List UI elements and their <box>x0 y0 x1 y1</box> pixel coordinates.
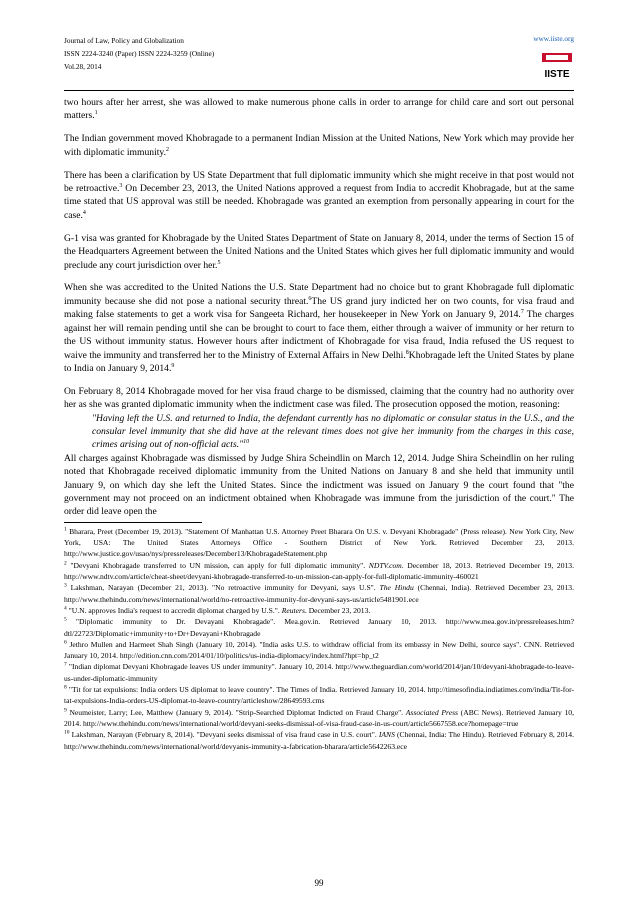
footnote: $^6$ Jethro Mullen and Harmeet Shah Singh (January 10, 2014). "India asks U.S. to withdraw official from its embassy in New Delhi, source says". CNN. Retrieved January 10, 2014. http://edition.cnn.com/2014/01/10/politics/us-india-diplomacy/index.html?hpt=hp_t2 <box>64 639 574 661</box>
footnote: $^2$ "Devyani Khobragade transferred to UN mission, can apply for full diplomatic immunity". NDTV.com. December 18, 2013. Retrieved December 19, 2013. http://www.ndtv.com/article/cheat-sheet/devyani-khobragade-transferred-to-un-mission-can-apply-for-full-diplomatic-immunity-460021 <box>64 560 574 582</box>
footnote-ref[interactable]: 4 <box>82 209 86 216</box>
paragraph: All charges against Khobragade was dismissed by Judge Shira Scheindlin on March 12, 2014. Judge Shira Scheindlin on her ruling noted that Khobragade received diplomatic immunity from the United Nations on January 8 and she held that immunity until January 9, on which day she left the United States. Since the indictment was issued on January 9 the court found that "the government may not proceed on an indictment obtained when Khobragade was immune from the jurisdiction of the court." The order did leave open the <box>64 452 574 518</box>
journal-title: Journal of Law, Policy and Globalization <box>64 36 184 45</box>
footnote: $^5$ "Diplomatic immunity to Dr. Devayani Khobragade". Mea.gov.in. Retrieved January 10, 2013. http://www.mea.gov.in/pressreleases.htm?dtl/22723/Diplomatic+immunity+to+Dr+Devayani+Khobragade <box>64 616 574 638</box>
footnote: $^1$ Bharara, Preet (December 19, 2013). "Statement Of Manhattan U.S. Attorney Preet Bharara On U.S. v. Devyani Khobragade" (Press release). New York City, New York, USA: The United States Attorneys Office - Southern District of New York. Retrieved December 23, 2013. http://www.justice.gov/usao/nys/pressreleases/December13/KhobragadeStatement.php <box>64 526 574 559</box>
footnote: $^{10}$ Lakshman, Narayan (February 8, 2014). "Devyani seeks dismissal of visa fraud case in U.S. court". IANS (Chennai, India: The Hindu). Retrieved February 8, 2014. http://www.thehindu.com/news/international/world/devyanis-immunity-a-fabrication-bharara/article5642263.ece <box>64 729 574 751</box>
footnote-ref[interactable]: 5 <box>217 259 221 266</box>
footnote: $^8$ "Tit for tat expulsions: India orders US diplomat to leave country". The Times of India. Retrieved January 10, 2014. http://timesofindia.indiatimes.com/india/Tit-for-tat-expulsions-India-orders-US-diplomat-to-leave-country/articleshow/28649593.cms <box>64 684 574 706</box>
header-rule <box>64 90 574 91</box>
footnote-ref[interactable]: 9 <box>171 362 175 369</box>
page-header <box>64 34 574 86</box>
footnote-ref[interactable]: 1 <box>94 110 98 117</box>
block-quote: "Having left the U.S. and returned to India, the defendant currently has no diplomatic or consular status in the U.S., and the consular level immunity that she did have at the relevant times does not give her immunity from the charges in this case, crimes arising out of non-official acts."$^{10}$ <box>92 412 574 451</box>
paragraph: two hours after her arrest, she was allowed to make numerous phone calls in order to arrange for child care and sort out personal matters.$^1$ <box>64 97 574 122</box>
footnote-separator <box>64 522 202 523</box>
volume-line: Vol.28, 2014 <box>64 62 102 71</box>
footnote: $^4$ "U.N. approves India's request to accredit diplomat charged by U.S.". Reuters. December 23, 2013. <box>64 605 371 615</box>
iiste-logo-icon <box>540 50 574 84</box>
footnote-ref[interactable]: 10 <box>243 439 250 446</box>
footnote-ref[interactable]: 7 <box>520 309 524 316</box>
footnote-ref[interactable]: 8 <box>405 349 409 356</box>
footnote: $^7$ "Indian diplomat Devyani Khobragade leaves US under immunity". January 10, 2014. http://www.theguardian.com/world/2014/jan/10/devyani-khobragade-to-leave-us-under-diplomatic-immunity <box>64 661 574 683</box>
issn-line: ISSN 2224-3240 (Paper) ISSN 2224-3259 (Online) <box>64 49 215 58</box>
logo-text: IISTE <box>544 69 570 80</box>
page-number: 99 <box>314 878 324 888</box>
paragraph: The Indian government moved Khobragade to a permanent Indian Mission at the United Nations, New York which may provide her with diplomatic immunity.$^2$ <box>64 133 574 158</box>
journal-website-link[interactable]: www.iiste.org <box>533 34 574 43</box>
footnote: $^3$ Lakshman, Narayan (December 21, 2013). "No retroactive immunity for Devyani, says U.S". The Hindu (Chennai, India). Retrieved December 23, 2013. http://www.thehindu.com/news/international/world/no-retroactive-immunity-for-devyani-says-us/article5481901.ece <box>64 582 574 604</box>
article-body <box>64 96 574 752</box>
footnote-ref[interactable]: 3 <box>119 182 123 189</box>
paragraph: There has been a clarification by US State Department that full diplomatic immunity which she might receive in that post would not be retroactive.$^3$ On December 23, 2013, the United Nations approved a request from India to accredit Khobragade, but at the same time stated that US approval was still be needed. Khobragade was granted an exemption from personally appearing in court for the case.$^4$ <box>64 169 574 221</box>
footnote-ref[interactable]: 6 <box>308 295 312 302</box>
paragraph: G-1 visa was granted for Khobragade by the United States Department of State on January 8, 2014, under the terms of Section 15 of the Headquarters Agreement between the United Nations and the United States which gives her full diplomatic immunity and would preclude any court jurisdiction over her.$^5$ <box>64 232 574 271</box>
paragraph: On February 8, 2014 Khobragade moved for her visa fraud charge to be dismissed, claiming that the country had no authority over her as she was granted diplomatic immunity when the indictment case was filed. The prosecution opposed the motion, reasoning: <box>64 385 574 411</box>
footnote-ref[interactable]: 2 <box>165 146 169 153</box>
paragraph: When she was accredited to the United Nations the U.S. State Department had no choice but to grant Khobragade full diplomatic immunity because she did not pose a national security threat.$^6$The US grand jury indicted her on two counts, for visa fraud and making false statements to get a work visa for Sangeeta Richard, her housekeeper in New York on January 9, 2014.$^7$ The charges against her will remain pending until she can be brought to court to face them, either through a waiver of immunity or her return to the US without immunity status. However hours after indictment of Khobragade for visa fraud, India refused the US request to waive the immunity and transferred her to the Ministry of External Affairs in New Delhi.$^8$Khobragade left the United States by plane to India on January 9, 2014.$^9$ <box>64 282 574 374</box>
footnote: $^9$ Neumeister, Larry; Lee, Matthew (January 9, 2014). "Strip-Searched Diplomat Indicted on Fraud Charge". Associated Press (ABC News). Retrieved January 10, 2014. http://www.thehindu.com/news/international/world/devyani-seeks-dismissal-of-visa-fraud-case-in-us-court/article5667558.ece?homepage=true <box>64 707 574 728</box>
